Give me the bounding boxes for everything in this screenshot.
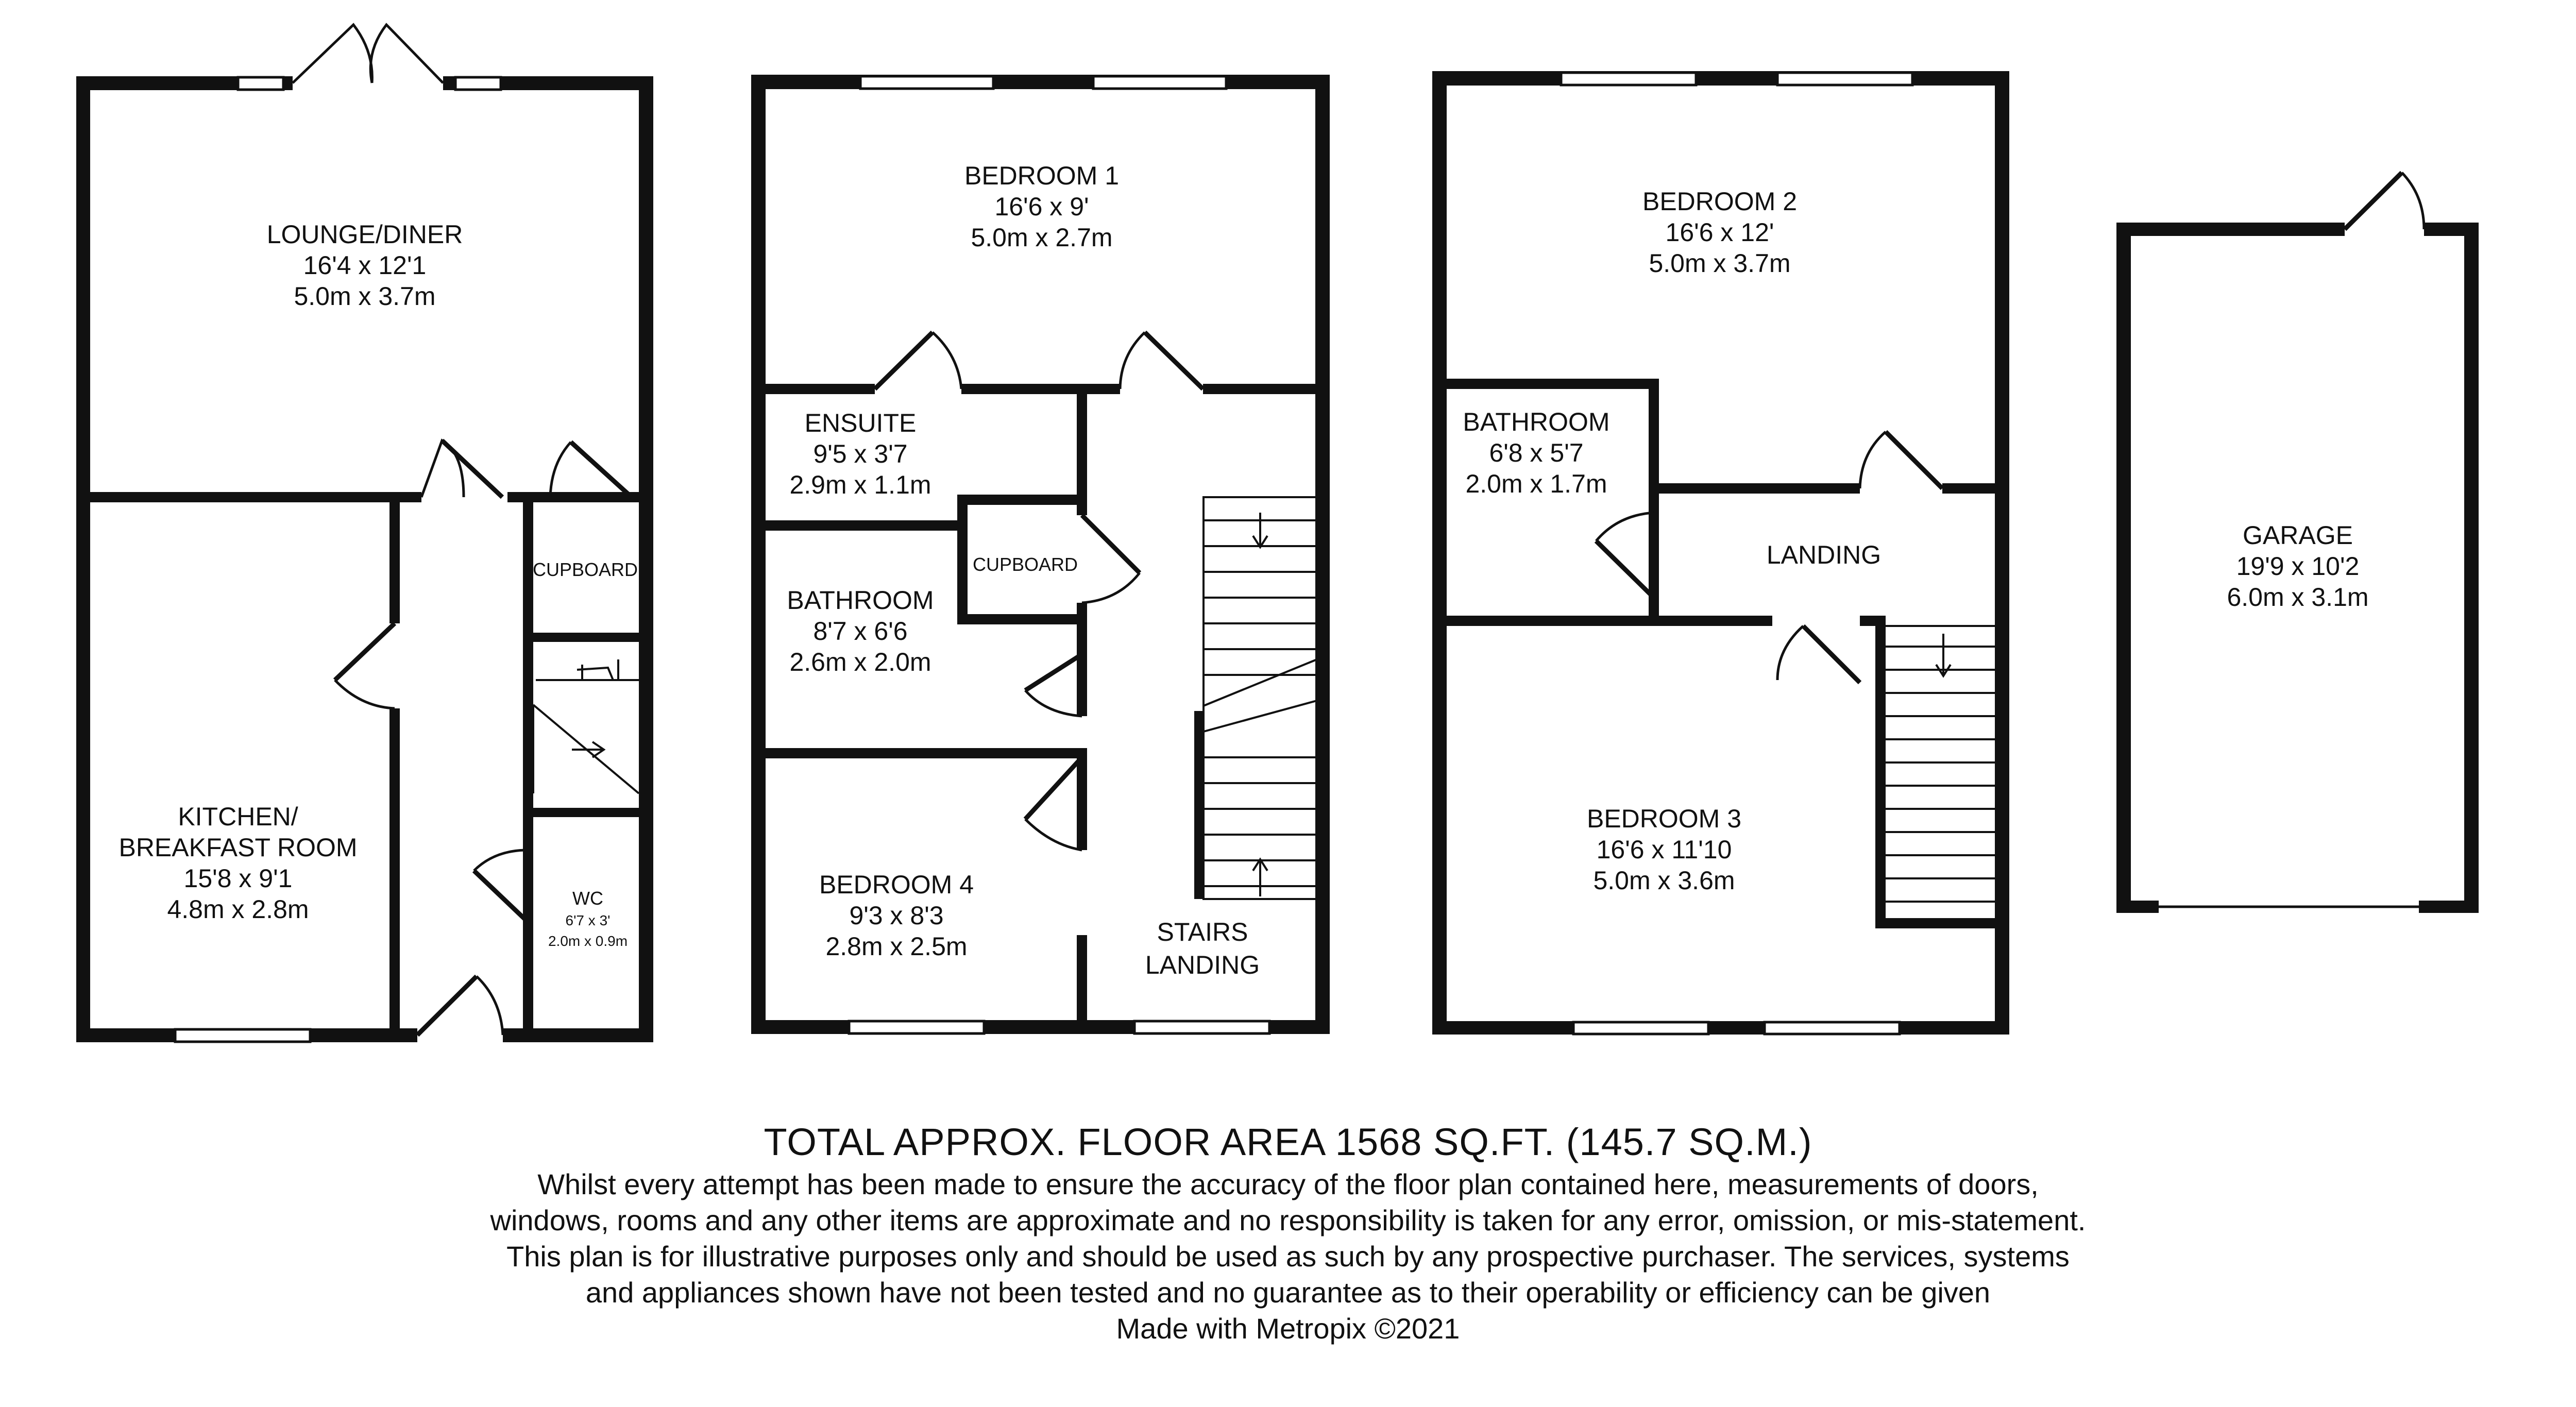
wall (523, 808, 653, 817)
bedroom2-metric: 5.0m x 3.7m (1649, 249, 1791, 278)
kitchen-name-1: KITCHEN/ (178, 802, 298, 831)
door-swing (335, 680, 395, 708)
footer (0, 1118, 2576, 1347)
bedroom3-name: BEDROOM 3 (1586, 804, 1742, 833)
wall (2464, 223, 2479, 913)
door-swing (2402, 173, 2424, 229)
bedroom3-metric: 5.0m x 3.6m (1593, 866, 1735, 895)
bedroom3-imperial: 16'6 x 11'10 (1596, 835, 1732, 864)
door-leaf (1025, 757, 1082, 819)
door-leaf (442, 440, 502, 497)
wall (751, 748, 1087, 758)
wall (1194, 711, 1205, 899)
kitchen-imperial: 15'8 x 9'1 (183, 864, 293, 893)
wall (1649, 379, 1659, 621)
bedroom1-imperial: 16'6 x 9' (994, 192, 1089, 221)
door-leaf (474, 871, 528, 922)
wall (751, 520, 957, 531)
wall (1995, 71, 2009, 1035)
wc-name: WC (572, 888, 603, 909)
window (860, 76, 993, 89)
bathroom-second-name: BATHROOM (1463, 408, 1610, 436)
door-swing (293, 25, 372, 83)
wall (523, 497, 533, 639)
door-swing (933, 332, 961, 389)
door-leaf (1596, 541, 1654, 598)
wall (639, 76, 653, 1042)
landing-name: LANDING (1766, 540, 1882, 569)
wall (2424, 223, 2479, 236)
garage-metric: 6.0m x 3.1m (2227, 583, 2369, 612)
wall (1432, 71, 2009, 86)
room-labels (118, 161, 2368, 979)
bathroom-second-metric: 2.0m x 1.7m (1465, 469, 1607, 498)
door-swing (1025, 819, 1082, 850)
bathroom-first-metric: 2.6m x 2.0m (789, 648, 931, 676)
bathroom-first-imperial: 8'7 x 6'6 (813, 617, 908, 646)
window (1765, 1022, 1900, 1034)
door-leaf (2345, 173, 2402, 229)
wall (957, 495, 1087, 505)
bedroom4-imperial: 9'3 x 8'3 (849, 901, 944, 930)
cupboard-ground-name: CUPBOARD (532, 559, 638, 580)
ground-floor (76, 25, 653, 1042)
window (455, 77, 501, 90)
wall (2116, 223, 2131, 913)
bedroom4-metric: 2.8m x 2.5m (825, 932, 968, 961)
wall (523, 808, 533, 1042)
stairs-landing-1: STAIRS (1157, 918, 1248, 946)
door-swing (1025, 690, 1082, 716)
door-swing (474, 850, 528, 871)
bedroom1-metric: 5.0m x 2.7m (971, 223, 1113, 252)
door-swing (1596, 513, 1654, 541)
ensuite-metric: 2.9m x 1.1m (789, 470, 931, 499)
wall (1432, 71, 1447, 1035)
wall (1875, 621, 1886, 927)
wall (389, 497, 400, 623)
wall (1077, 757, 1087, 850)
bathroom-second-imperial: 6'8 x 5'7 (1489, 438, 1584, 467)
wall (1875, 918, 2004, 928)
wall (1203, 384, 1330, 394)
window (238, 77, 283, 90)
wall (1432, 616, 1772, 626)
wall (389, 708, 400, 1042)
wall (523, 633, 653, 642)
bedroom4-name: BEDROOM 4 (819, 870, 974, 899)
wc-imperial: 6'7 x 3' (565, 912, 611, 928)
disclaimer: Whilst every attempt has been made to ensure the accuracy of the floor plan contained here, measurements of doors, windows, rooms and any other items are approximate and no responsibility is taken for any error, omission, or mis-statement. This plan is for illustrative purposes only and should be used as such by any prospective purchaser. The services, systems and appliances shown have not been tested and no guarantee as to their operability or efficiency can be given (490, 1168, 2086, 1309)
total-floor-area: TOTAL APPROX. FLOOR AREA 1568 SQ.FT. (145.7 SQ.M.) (764, 1121, 1812, 1163)
ensuite-imperial: 9'5 x 3'7 (813, 439, 908, 468)
wall (1942, 483, 2004, 494)
wall (751, 75, 1330, 89)
lounge-name: LOUNGE/DINER (266, 220, 463, 249)
door-leaf (571, 442, 632, 497)
bedroom1-name: BEDROOM 1 (964, 161, 1120, 190)
window (1561, 73, 1696, 85)
door-leaf (1803, 626, 1860, 683)
garage-name: GARAGE (2243, 521, 2353, 550)
door-swing (1120, 332, 1145, 389)
bedroom2-name: BEDROOM 2 (1642, 187, 1798, 216)
wall (1077, 935, 1087, 1028)
wall (76, 76, 90, 1042)
bedroom2-imperial: 16'6 x 12' (1665, 218, 1774, 247)
wall (961, 384, 1120, 394)
kitchen-name-2: BREAKFAST ROOM (118, 833, 358, 862)
stairs (1204, 513, 1317, 896)
door-swing (550, 442, 571, 497)
door-swing (421, 440, 464, 497)
door-swing (1777, 626, 1803, 680)
lounge-metric: 5.0m x 3.7m (294, 282, 436, 311)
door-leaf (1025, 654, 1082, 690)
window (849, 1021, 984, 1033)
wall (2116, 901, 2159, 913)
garage-imperial: 19'9 x 10'2 (2236, 552, 2360, 581)
wall (957, 614, 1087, 624)
wall (76, 492, 421, 502)
door-leaf (1145, 332, 1203, 389)
door-swing (1082, 573, 1140, 603)
wall (1432, 379, 1659, 389)
window (175, 1029, 310, 1042)
wall (2419, 901, 2479, 913)
wall (751, 75, 766, 1034)
stairs (1886, 626, 1999, 902)
wall (1432, 1021, 2009, 1035)
door-leaf (417, 976, 477, 1035)
credit: Made with Metropix ©2021 (1116, 1312, 1460, 1345)
wall (523, 642, 533, 817)
wc-metric: 2.0m x 0.9m (548, 933, 628, 949)
cupboard-first-name: CUPBOARD (972, 554, 1078, 575)
door-leaf (1886, 432, 1942, 488)
lounge-imperial: 16'4 x 12'1 (303, 251, 427, 280)
window (1777, 73, 1912, 85)
ensuite-name: ENSUITE (804, 409, 917, 437)
door-leaf (335, 623, 395, 680)
wall (957, 495, 968, 623)
door-swing (370, 25, 443, 83)
stairs (533, 659, 639, 793)
window (1134, 1021, 1269, 1033)
wall (751, 384, 875, 394)
bathroom-first-name: BATHROOM (787, 586, 934, 615)
wall (1649, 483, 1860, 494)
door-leaf (875, 332, 933, 389)
window (1573, 1022, 1708, 1034)
window (1093, 76, 1226, 89)
door-swing (477, 976, 503, 1035)
stairs-landing-2: LANDING (1145, 951, 1260, 979)
wall (2116, 223, 2345, 236)
door-swing (1860, 432, 1886, 488)
door-leaf (1082, 515, 1140, 573)
kitchen-metric: 4.8m x 2.8m (167, 895, 309, 924)
